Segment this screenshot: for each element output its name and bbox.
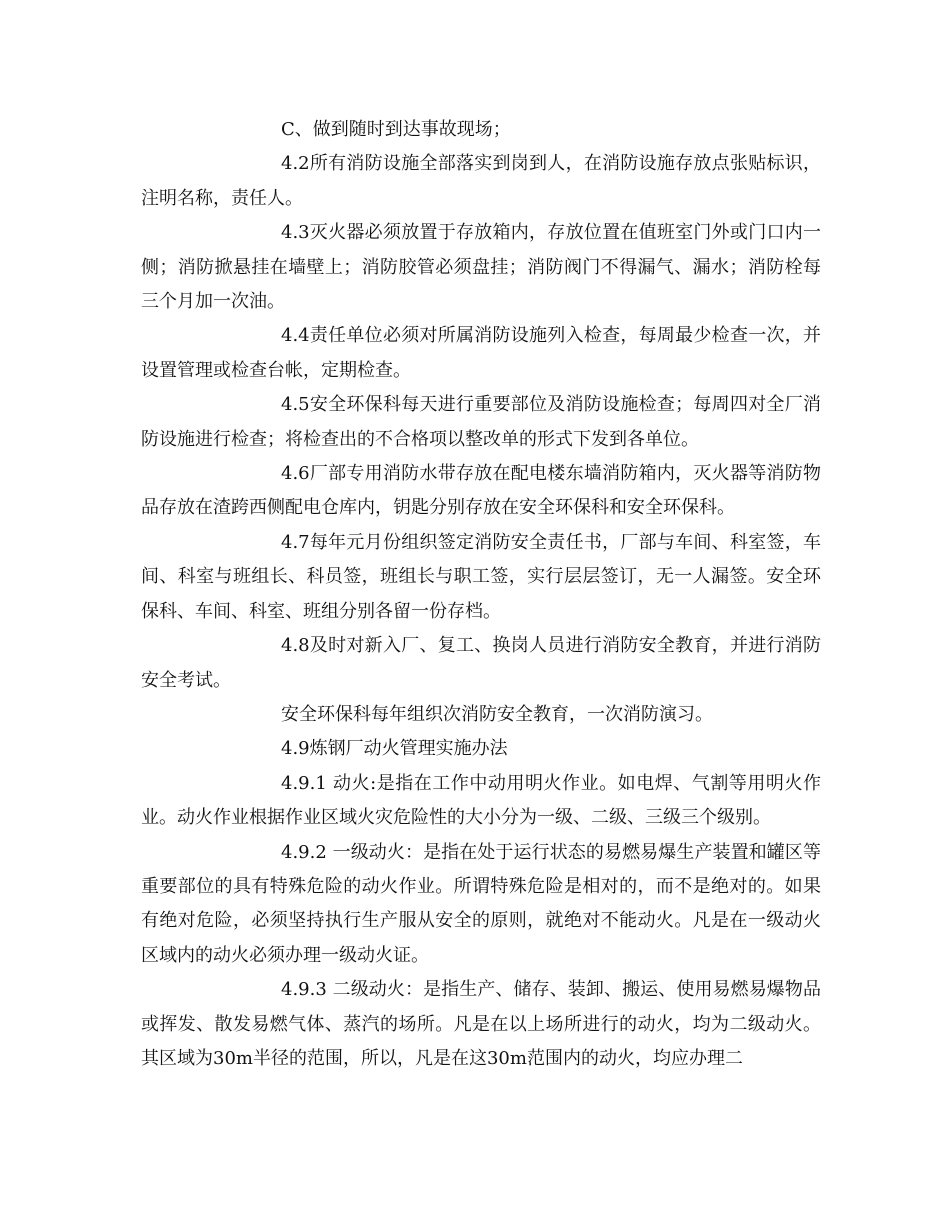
paragraph-4-5: 4.5安全环保科每天进行重要部位及消防设施检查；每周四对全厂消防设施进行检查；将检查出的不合格项以整改单的形式下发到各单位。 (141, 394, 821, 450)
paragraph-4-9-1: 4.9.1 动火:是指在工作中动用明火作业。如电焊、气割等用明火作业。动火作业根据作业区域火灾危险性的大小分为一级、二级、三级三个级别。 (141, 772, 821, 829)
paragraph-4-6: 4.6厂部专用消防水带存放在配电楼东墙消防箱内，灭火器等消防物品存放在渣跨西侧配电仓库内，钥匙分别存放在安全环保科和安全环保科。 (141, 463, 821, 519)
paragraph-4-9-heading: 4.9炼钢厂动火管理实施办法 (281, 738, 508, 760)
paragraph-4-7: 4.7每年元月份组织签定消防安全责任书，厂部与车间、科室签，车间、科室与班组长、科员签，班组长与职工签，实行层层签订，无一人漏签。安全环保科、车间、科室、班组分别各留一份存档。 (141, 531, 821, 622)
paragraph-4-3: 4.3灭火器必须放置于存放箱内，存放位置在值班室门外或门口内一侧；消防掀悬挂在墙壁上；消防胶管必须盘挂；消防阀门不得漏气、漏水；消防栓每三个月加一次油。 (141, 222, 821, 313)
paragraph-4-4: 4.4责任单位必须对所属消防设施列入检查，每周最少检查一次，并设置管理或检查台帐，定期检查。 (141, 325, 821, 381)
paragraph-annual-education: 安全环保科每年组织次消防安全教育，一次消防演习。 (281, 703, 713, 725)
paragraph-4-2: 4.2所有消防设施全部落实到岗到人，在消防设施存放点张贴标识，注明名称，责任人。 (141, 153, 821, 209)
paragraph-4-9-3: 4.9.3 二级动火：是指生产、储存、装卸、搬运、使用易燃易爆物品或挥发、散发易燃气体、蒸汽的场所。凡是在以上场所进行的动火，均为二级动火。其区域为30m半径的范围，所以，凡是在这30m范围内的动火，均应办理二 (141, 979, 821, 1069)
document-body (141, 113, 821, 1076)
paragraph-c-item: C、做到随时到达事故现场； (281, 119, 511, 140)
paragraph-4-9-2: 4.9.2 一级动火：是指在处于运行状态的易燃易爆生产装置和罐区等重要部位的具有特殊危险的动火作业。所谓特殊危险是相对的，而不是绝对的。如果有绝对危险，必须坚持执行生产服从安全的原则，就绝对不能动火。凡是在一级动火区域内的动火必须办理一级动火证。 (141, 841, 821, 966)
paragraph-4-8: 4.8及时对新入厂、复工、换岗人员进行消防安全教育，并进行消防安全考试。 (141, 635, 821, 691)
